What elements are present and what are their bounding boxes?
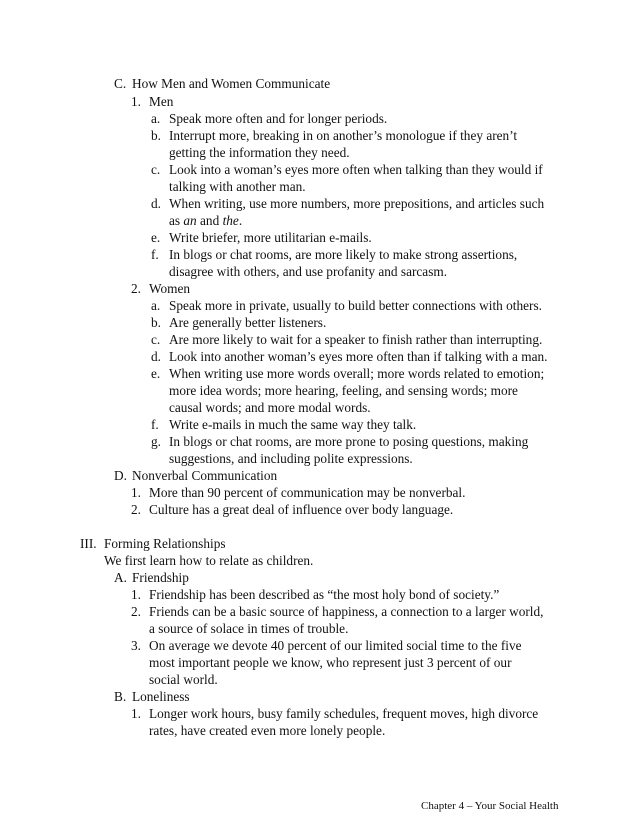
outline-marker: a. (151, 298, 161, 313)
list-item-text: Look into a woman’s eyes more often when talking than they would if (169, 162, 543, 177)
list-item-text: Friendship has been described as “the most holy bond of society.” (149, 587, 500, 602)
list-item-text: Longer work hours, busy family schedules, frequent moves, high divorce (149, 706, 539, 721)
outline-marker: 2. (131, 281, 141, 296)
outline-marker: III. (80, 536, 97, 551)
outline-marker: d. (151, 196, 161, 211)
text-fragment: as (169, 213, 184, 228)
outline-marker: 3. (131, 638, 141, 653)
list-item-text: Write briefer, more utilitarian e-mails. (169, 230, 372, 245)
list-item-text: getting the information they need. (169, 145, 350, 160)
paragraph-text: We first learn how to relate as children. (104, 553, 314, 568)
list-item-text: rates, have created even more lonely people. (149, 723, 386, 738)
list-item-text: suggestions, and including polite expressions. (169, 451, 413, 466)
subsection-heading: Men (149, 94, 174, 109)
outline-marker: D. (114, 468, 127, 483)
outline-marker: 1. (131, 706, 141, 721)
outline-marker: A. (114, 570, 127, 585)
list-item-text: Are more likely to wait for a speaker to finish rather than interrupting. (169, 332, 543, 347)
outline-marker: C. (114, 76, 127, 91)
outline-marker: 2. (131, 604, 141, 619)
outline-marker: g. (151, 434, 161, 449)
outline-marker: B. (114, 689, 127, 704)
text-fragment: and (196, 213, 223, 228)
outline-marker: f. (151, 247, 159, 262)
list-item-text: more idea words; more hearing, feeling, and sensing words; more (169, 383, 518, 398)
outline-marker: d. (151, 349, 161, 364)
list-item-text: In blogs or chat rooms, are more likely to make strong assertions, (169, 247, 518, 262)
outline-marker: e. (151, 230, 161, 245)
outline-marker: c. (151, 162, 161, 177)
subsection-heading: Loneliness (132, 689, 190, 704)
list-item-text: a source of solace in times of trouble. (149, 621, 349, 636)
outline-marker: c. (151, 332, 161, 347)
section-heading: How Men and Women Communicate (132, 76, 331, 91)
list-item-text: When writing, use more numbers, more prepositions, and articles such (169, 196, 545, 211)
outline-marker: a. (151, 111, 161, 126)
list-item-text: most important people we know, who represent just 3 percent of our (149, 655, 512, 670)
outline-marker: 1. (131, 587, 141, 602)
page-footer: Chapter 4 – Your Social Health (421, 800, 559, 812)
outline-marker: f. (151, 417, 159, 432)
list-item-text (169, 212, 242, 229)
list-item-text: Culture has a great deal of influence over body language. (149, 502, 454, 517)
outline-marker: 1. (131, 94, 141, 109)
section-heading: Forming Relationships (104, 536, 226, 551)
section-heading: Nonverbal Communication (132, 468, 278, 483)
list-item-text: When writing use more words overall; more words related to emotion; (169, 366, 545, 381)
subsection-heading: Friendship (132, 570, 189, 585)
outline-marker: 2. (131, 502, 141, 517)
subsection-heading: Women (149, 281, 191, 296)
list-item-text: In blogs or chat rooms, are more prone to posing questions, making (169, 434, 529, 449)
emphasis-text: the (222, 213, 239, 228)
list-item-text: Look into another woman’s eyes more often than if talking with a man. (169, 349, 548, 364)
list-item-text: Interrupt more, breaking in on another’s monologue if they aren’t (169, 128, 518, 143)
list-item-text: Are generally better listeners. (169, 315, 327, 330)
list-item-text: causal words; and more modal words. (169, 400, 371, 415)
outline-marker: 1. (131, 485, 141, 500)
list-item-text: social world. (149, 672, 218, 687)
list-item-text: Write e-mails in much the same way they talk. (169, 417, 417, 432)
list-item-text: On average we devote 40 percent of our limited social time to the five (149, 638, 522, 653)
list-item-text: talking with another man. (169, 179, 306, 194)
list-item-text: Friends can be a basic source of happiness, a connection to a larger world, (149, 604, 544, 619)
list-item-text: Speak more in private, usually to build better connections with others. (169, 298, 542, 313)
outline-marker: b. (151, 315, 161, 330)
list-item-text: Speak more often and for longer periods. (169, 111, 388, 126)
list-item-text: disagree with others, and use profanity and sarcasm. (169, 264, 448, 279)
text-fragment: . (238, 213, 243, 228)
outline-marker: b. (151, 128, 161, 143)
list-item-text: More than 90 percent of communication may be nonverbal. (149, 485, 466, 500)
outline-marker: e. (151, 366, 161, 381)
emphasis-text: an (183, 213, 197, 228)
